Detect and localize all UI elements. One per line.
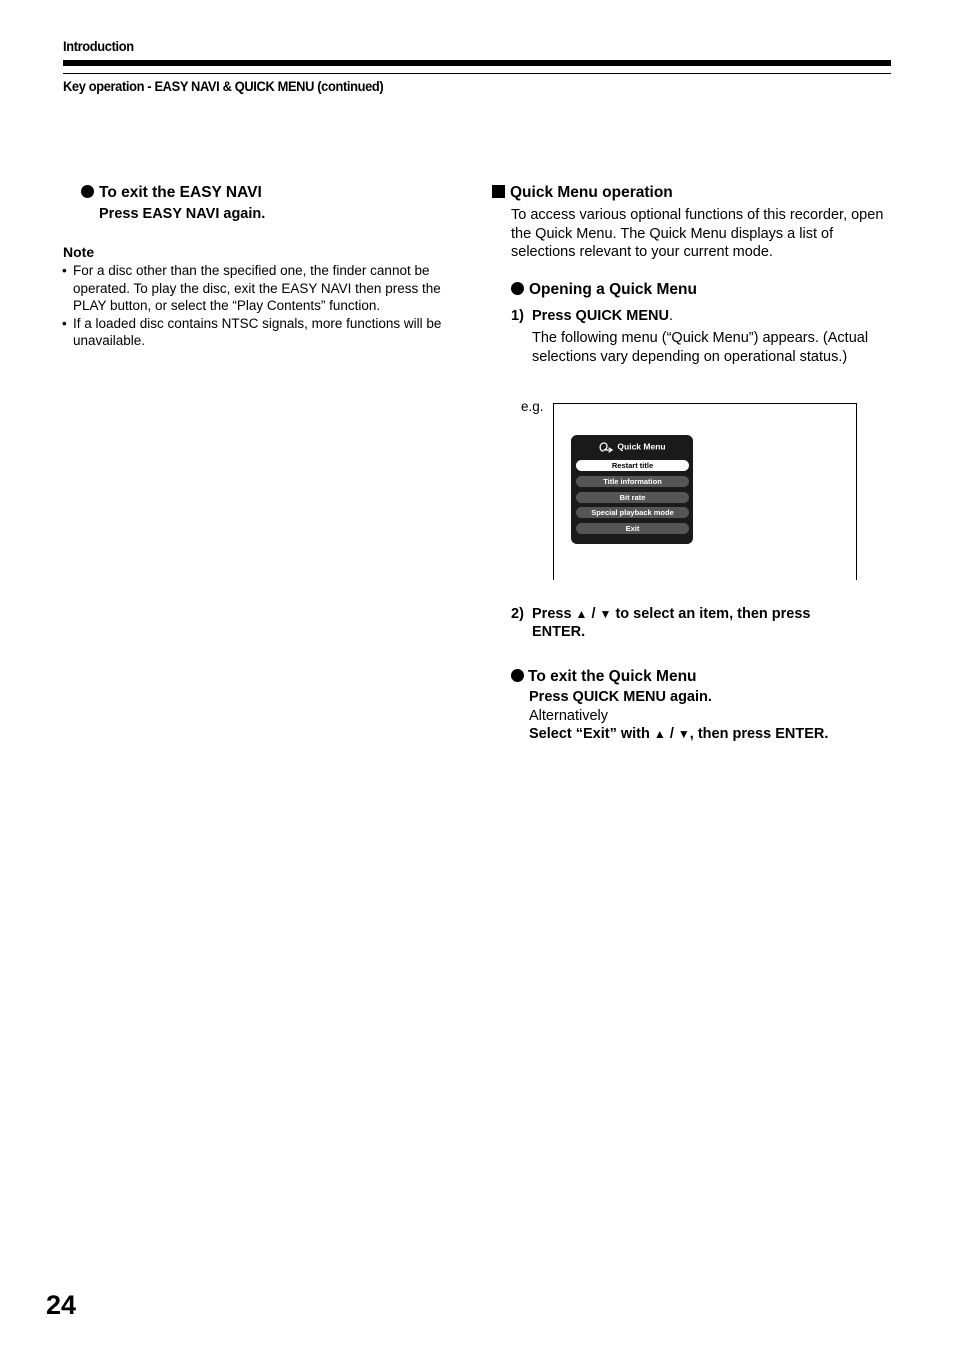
step1-number: 1) [511, 308, 524, 324]
select-exit-pre: Select “Exit” with [529, 726, 650, 742]
opening-quick-menu-heading [511, 281, 697, 299]
select-exit-post: , then press ENTER. [689, 726, 829, 742]
note-item: • If a loaded disc contains NTSC signals, more functions will be unavailable. [62, 315, 462, 350]
header-thin-rule [63, 73, 891, 74]
step2-number: 2) [511, 606, 524, 622]
quick-menu-operation-heading-text: Quick Menu operation [510, 184, 673, 201]
bullet-dot-icon [81, 185, 94, 198]
quick-menu-operation-heading [492, 184, 673, 202]
note-title: Note [63, 244, 95, 260]
example-label: e.g. [521, 399, 544, 414]
exit-easy-navi-heading-text: To exit the EASY NAVI [99, 184, 262, 201]
note-list [62, 262, 462, 350]
up-arrow-icon: ▲ [653, 727, 666, 741]
step2-line1 [532, 606, 810, 622]
section-title: Introduction [63, 38, 134, 54]
page-number: 24 [46, 1290, 77, 1320]
quick-menu-item-restart-title[interactable]: Restart title [576, 460, 689, 471]
note-item: • For a disc other than the specified one, the finder cannot be operated. To play the disc, exit the EASY NAVI then press the PLAY button, or select the “Play Contents” function. [62, 262, 462, 315]
quick-menu-item-special-playback-mode[interactable]: Special playback mode [576, 507, 689, 518]
quick-menu-title-text: Quick Menu [617, 441, 666, 452]
step1-title-text: Press QUICK MENU [532, 308, 669, 324]
opening-quick-menu-heading-text: Opening a Quick Menu [529, 281, 697, 298]
exit-quick-menu-heading-text: To exit the Quick Menu [528, 668, 697, 685]
quick-menu-logo-icon [598, 441, 614, 453]
quick-menu-item-title-information[interactable]: Title information [576, 476, 689, 487]
quick-menu-item-exit[interactable]: Exit [576, 523, 689, 534]
exit-easy-navi-instruction: Press EASY NAVI again. [99, 206, 266, 222]
page-subtitle: Key operation - EASY NAVI & QUICK MENU (continued) [63, 78, 384, 94]
quick-menu-intro: To access various optional functions of this recorder, open the Quick Menu. The Quick Menu displays a list of selections relevant to your current mode. [511, 207, 884, 260]
step1-body: The following menu (“Quick Menu”) appears. (Actual selections vary depending on operational status.) [532, 330, 869, 365]
header-thick-rule [63, 60, 891, 66]
step2-slash: / [591, 606, 596, 622]
step1-title [532, 308, 673, 324]
step2-pre: Press [532, 606, 572, 622]
quick-menu-panel [571, 435, 693, 544]
alternatively-text: Alternatively [529, 708, 608, 724]
select-exit-slash: / [669, 726, 674, 742]
step2-post: to select an item, then press [615, 606, 811, 622]
bullet-dot-icon [511, 282, 524, 295]
down-arrow-icon: ▼ [599, 607, 612, 621]
down-arrow-icon: ▼ [677, 727, 690, 741]
exit-quick-menu-instruction: Press QUICK MENU again. [529, 689, 712, 705]
section-square-icon [492, 185, 505, 198]
up-arrow-icon: ▲ [575, 607, 588, 621]
select-exit-instruction [529, 726, 828, 742]
step1-period: . [668, 308, 674, 324]
step2-line2: ENTER. [532, 624, 586, 640]
exit-easy-navi-heading [81, 184, 262, 202]
quick-menu-item-bit-rate[interactable]: Bit rate [576, 492, 689, 503]
quick-menu-title [571, 441, 693, 453]
bullet-dot-icon [511, 669, 524, 682]
exit-quick-menu-heading [511, 668, 697, 686]
